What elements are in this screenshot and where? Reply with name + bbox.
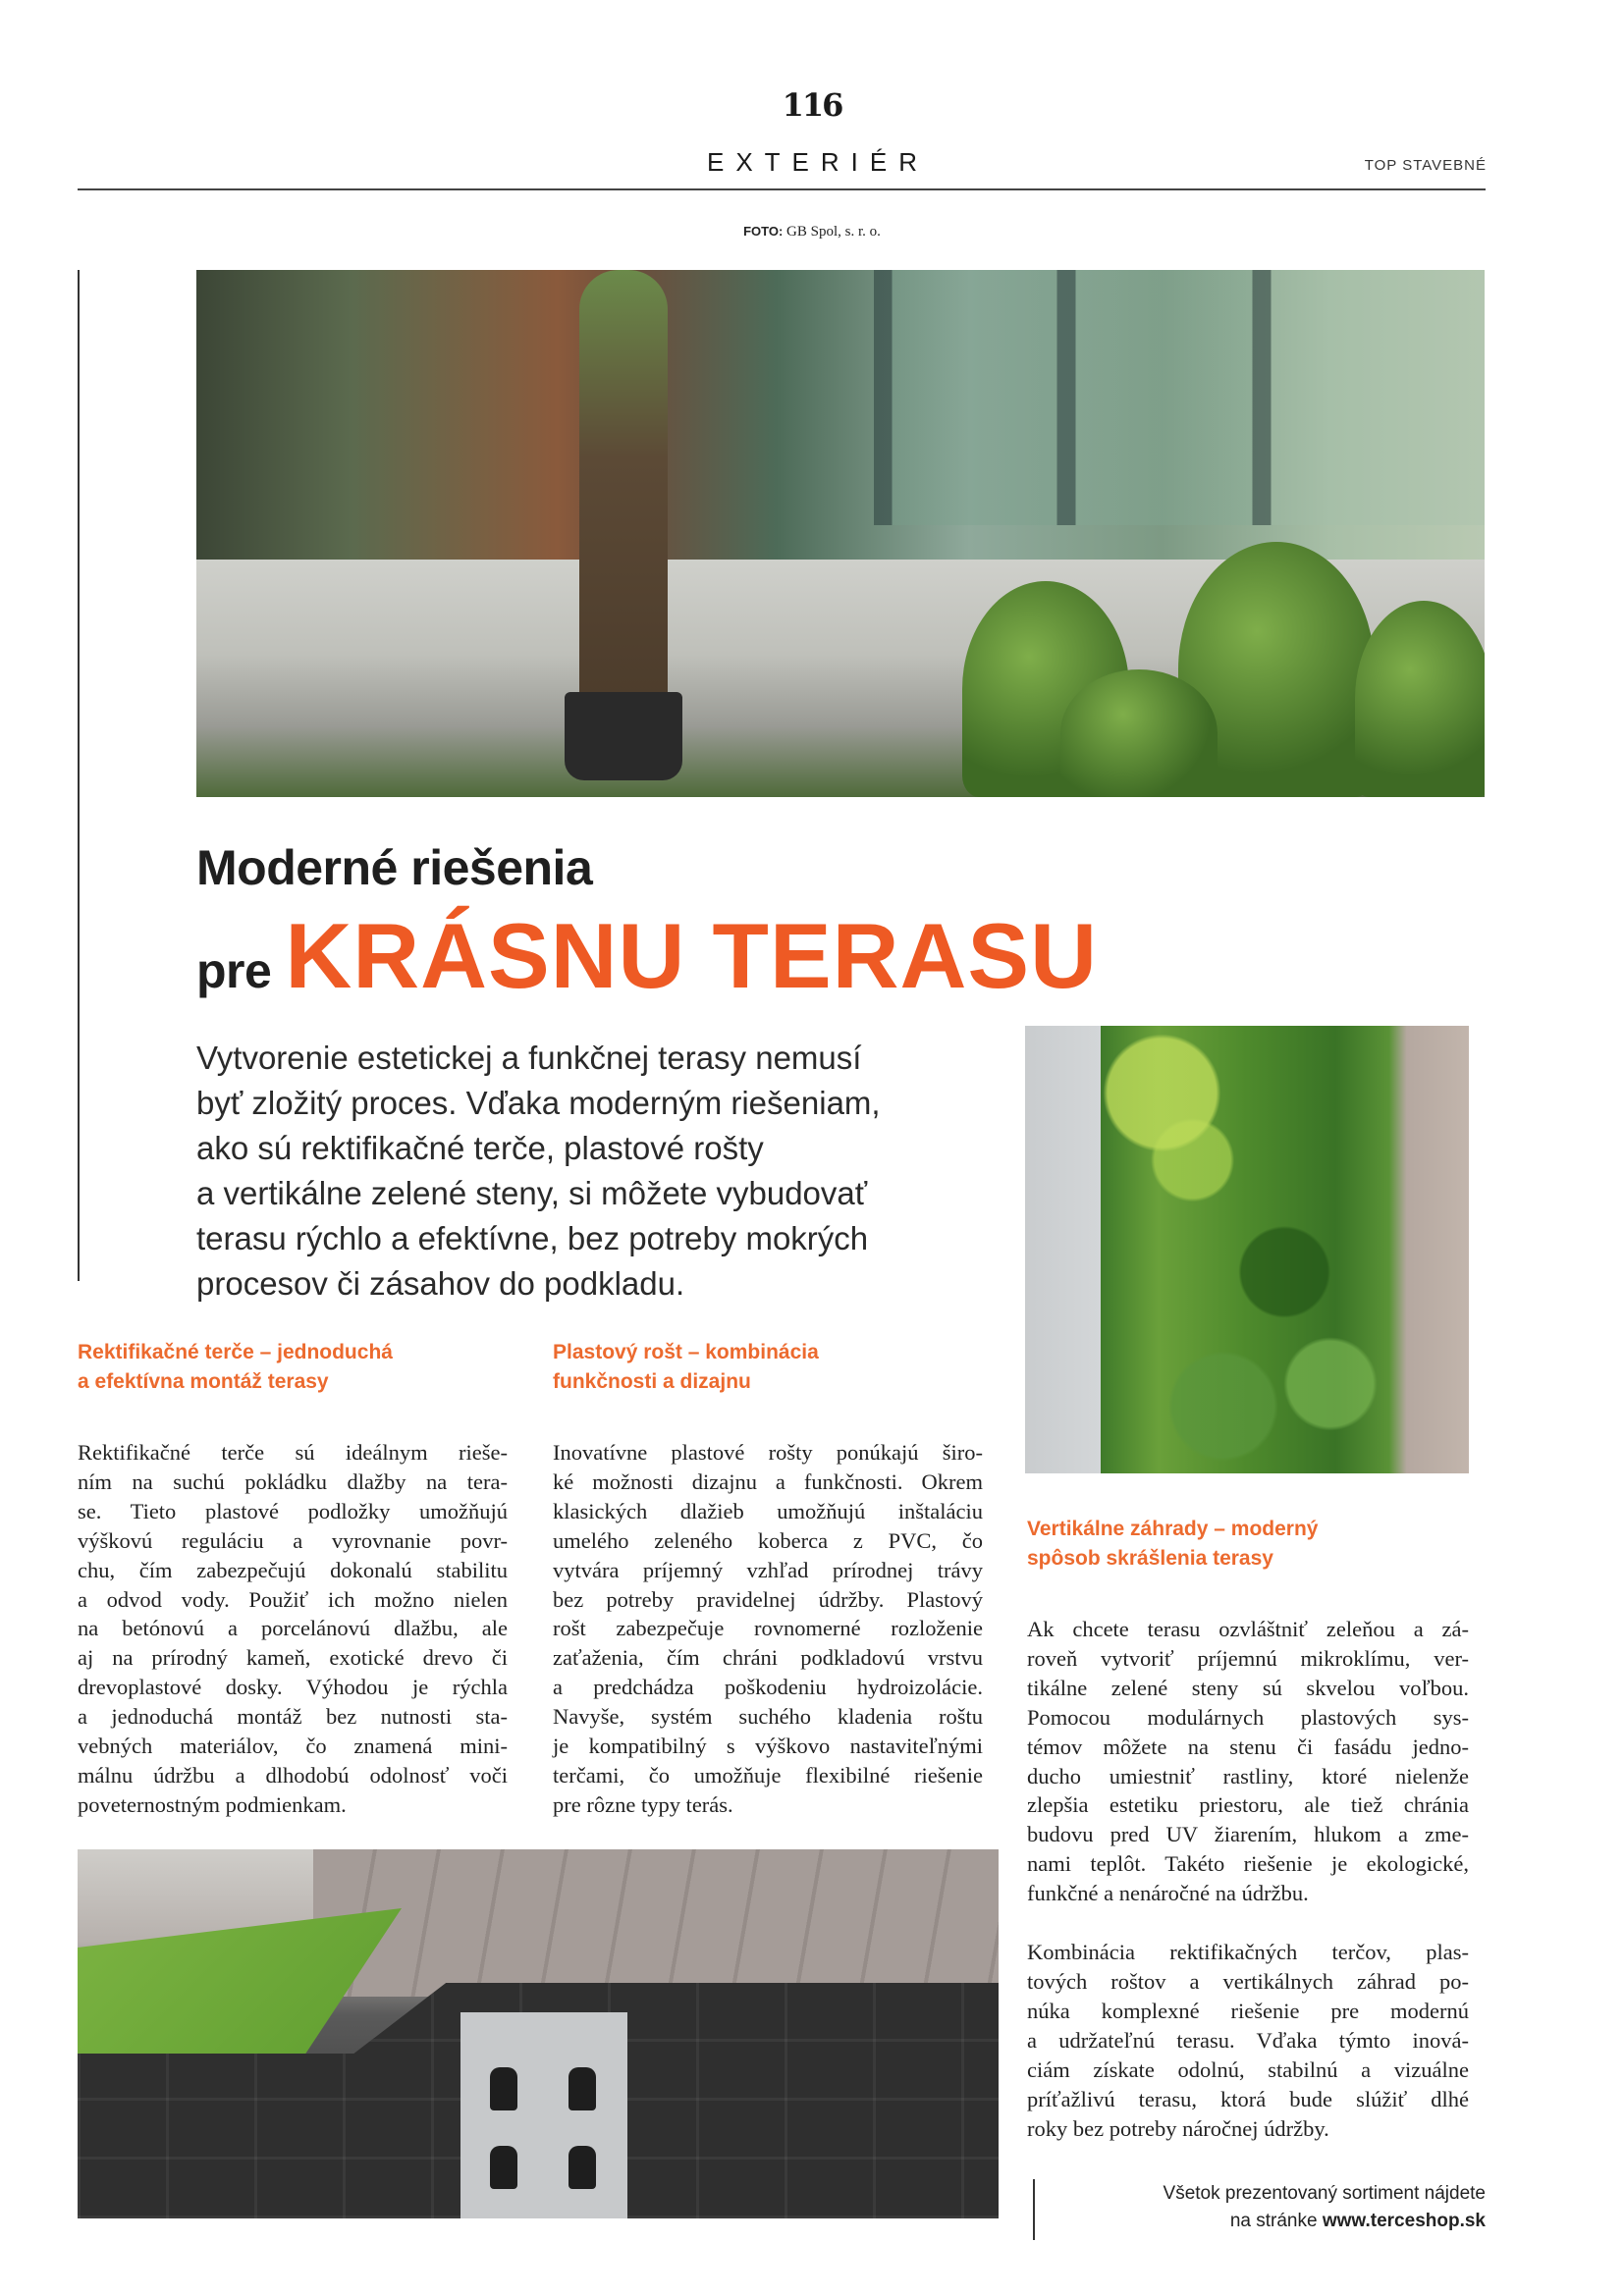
footer-prefix: na stránke — [1229, 2211, 1318, 2231]
footer-divider — [1033, 2179, 1035, 2240]
body-line: Kombinácia rektifikačných terčov, plas- — [1027, 1940, 1469, 1965]
header-divider — [78, 188, 1486, 190]
photo-credit — [0, 224, 1624, 240]
body-line: tikálne zelené steny sú skvelou voľbou. — [1027, 1675, 1469, 1700]
adjustable-pedestal — [568, 2146, 596, 2189]
plastic-grid-photo — [78, 1849, 999, 2218]
section-plastovy-rost — [553, 1338, 983, 1820]
body-line: ciám získate odolnú, stabilnú a vizuálne — [1027, 2056, 1469, 2082]
lead-line: terasu rýchlo a efektívne, bez potreby mokrých — [196, 1220, 869, 1256]
lead-line: Vytvorenie estetickej a funkčnej terasy nemusí — [196, 1040, 862, 1076]
body-line: núka komplexné riešenie pre modernú — [1027, 1998, 1469, 2023]
section-heading-line: Rektifikačné terče – jednoduchá — [78, 1341, 393, 1363]
lead-line: byť zložitý proces. Vďaka moderným riešeniam, — [196, 1085, 881, 1121]
palm-tree — [579, 270, 668, 741]
body-line: roveň vytvoriť príjemnú mikroklímu, ver- — [1027, 1645, 1469, 1671]
body-line: roky bez potreby náročnej údržby. — [1027, 2115, 1329, 2141]
body-line: vytvára príjemný vzhľad prírodnej trávy — [553, 1557, 983, 1582]
lead-line: procesov či zásahov do podkladu. — [196, 1265, 685, 1302]
body-line: a odvod vody. Použiť ich možno nielen — [78, 1586, 508, 1612]
body-line: Pomocou modulárnych plastových sys- — [1027, 1704, 1469, 1730]
subfloor-channel — [460, 2012, 627, 2218]
body-line: nami teplôt. Takéto riešenie je ekologické, — [1027, 1851, 1469, 1877]
body-line: klasických dlažieb umožňujú inštaláciu — [553, 1498, 983, 1523]
section-body — [1027, 1615, 1469, 2143]
green-wall-foliage — [1101, 1026, 1407, 1473]
shrub — [1060, 669, 1218, 797]
adjustable-pedestal — [490, 2067, 517, 2110]
section-body — [553, 1438, 983, 1820]
body-line: terčami, čo umožňuje flexibilné riešenie — [553, 1762, 983, 1788]
body-line: výškovú reguláciu a vyrovnanie povr- — [78, 1527, 508, 1553]
footer-line-2 — [1164, 2208, 1486, 2235]
body-line: Navyše, systém suchého kladenia roštu — [553, 1704, 983, 1730]
terrace-photo — [196, 270, 1485, 797]
body-line: a jednoduchá montáž bez nutnosti sta- — [78, 1704, 508, 1730]
section-rektifikacne-terce — [78, 1338, 508, 1820]
photo-credit-label: FOTO: — [743, 224, 784, 239]
glass-facade — [874, 270, 1485, 525]
body-line: umelého zeleného koberca z PVC, čo — [553, 1527, 983, 1553]
body-line: se. Tieto plastové podložky umožňujú — [78, 1498, 508, 1523]
body-line: poveternostným podmienkam. — [78, 1791, 347, 1817]
footer-line-1: Všetok prezentovaný sortiment nájdete — [1163, 2183, 1486, 2204]
body-line: Ak chcete terasu ozvláštniť zeleňou a zá- — [1027, 1617, 1469, 1641]
website-link[interactable]: www.terceshop.sk — [1322, 2211, 1486, 2231]
section-heading-line: spôsob skrášlenia terasy — [1027, 1547, 1273, 1570]
section-heading-line: Vertikálne záhrady – moderný — [1027, 1518, 1319, 1540]
shrub — [1355, 601, 1485, 797]
section-heading — [78, 1338, 508, 1397]
side-divider — [78, 270, 80, 1281]
section-body — [78, 1438, 508, 1820]
adjustable-pedestal — [490, 2146, 517, 2189]
body-line: zaťaženia, čím chráni podkladovú vrstvu — [553, 1645, 983, 1671]
section-heading-line: Plastový rošt – kombinácia — [553, 1341, 819, 1363]
body-line: málnu údržbu a dlhodobú odolnosť voči — [78, 1762, 508, 1788]
adjustable-pedestal — [568, 2067, 596, 2110]
body-line: funkčné a nenáročné na údržbu. — [1027, 1881, 1309, 1906]
section-heading — [1027, 1515, 1469, 1574]
body-line: aj na prírodný kameň, exotické drevo či — [78, 1645, 508, 1671]
headline-line-2 — [196, 903, 1098, 1009]
headline-highlight: KRÁSNU TERASU — [285, 904, 1099, 1007]
body-line: vebných materiálov, čo znamená mini- — [78, 1734, 508, 1759]
lead-paragraph — [196, 1036, 1041, 1307]
body-line: bez potreby pravidelnej údržby. Plastový — [553, 1586, 983, 1612]
section-title: EXTERIÉR — [706, 147, 930, 177]
section-heading — [553, 1338, 983, 1397]
wooden-deck — [313, 1849, 999, 1997]
body-line: príťažlivú terasu, ktorá bude slúžiť dlhé — [1027, 2086, 1469, 2111]
body-line: pre rôzne typy terás. — [553, 1791, 733, 1817]
magazine-name: TOP STAVEBNÉ — [1364, 157, 1487, 174]
body-line: Inovatívne plastové rošty ponúkajú širo- — [553, 1440, 983, 1465]
section-heading-line: a efektívna montáž terasy — [78, 1370, 329, 1393]
body-line: zlepšia estetiku priestoru, ale tiež chránia — [1027, 1792, 1469, 1818]
vertical-garden-photo — [1025, 1026, 1469, 1473]
headline-pre: pre — [196, 943, 272, 998]
section-vertikalne-zahrady — [1027, 1515, 1469, 2143]
footer-note — [1164, 2180, 1486, 2235]
body-line: témov môžete na stenu či fasádu jedno- — [1027, 1734, 1469, 1759]
body-line: a udržateľnú terasu. Vďaka týmto inová- — [1027, 2027, 1469, 2053]
body-line: je kompatibilný s výškovo nastaviteľnými — [553, 1734, 983, 1759]
body-line: chu, čím zabezpečujú dokonalú stabilitu — [78, 1557, 508, 1582]
body-line: ním na suchú pokládku dlažby na tera- — [78, 1468, 508, 1494]
body-line: budovu pred UV žiarením, hlukom a zme- — [1027, 1822, 1469, 1847]
body-line: ducho umiestniť rastliny, ktoré nielenže — [1027, 1763, 1469, 1789]
body-line: na betónovú a porcelánovú dlažbu, ale — [78, 1616, 508, 1641]
body-line: tových roštov a vertikálnych záhrad po- — [1027, 1968, 1469, 1994]
body-line: ké možnosti dizajnu a funkčnosti. Okrem — [553, 1468, 983, 1494]
lead-line: ako sú rektifikačné terče, plastové rošty — [196, 1130, 764, 1166]
paragraph-gap — [1027, 1908, 1469, 1938]
body-line: Rektifikačné terče sú ideálnym rieše- — [78, 1440, 508, 1465]
body-line: drevoplastové dosky. Výhodou je rýchla — [78, 1675, 508, 1700]
body-line: a predchádza poškodeniu hydroizolácie. — [553, 1675, 983, 1700]
photo-credit-value: GB Spol, s. r. o. — [786, 224, 881, 240]
lead-line: a vertikálne zelené steny, si môžete vybudovať — [196, 1175, 868, 1211]
plant-pot — [565, 692, 682, 780]
body-line: rošt zabezpečuje rovnomerné rozloženie — [553, 1616, 983, 1641]
page-number: 116 — [782, 86, 842, 124]
headline-line-1: Moderné riešenia — [196, 840, 593, 895]
section-heading-line: funkčnosti a dizajnu — [553, 1370, 751, 1393]
